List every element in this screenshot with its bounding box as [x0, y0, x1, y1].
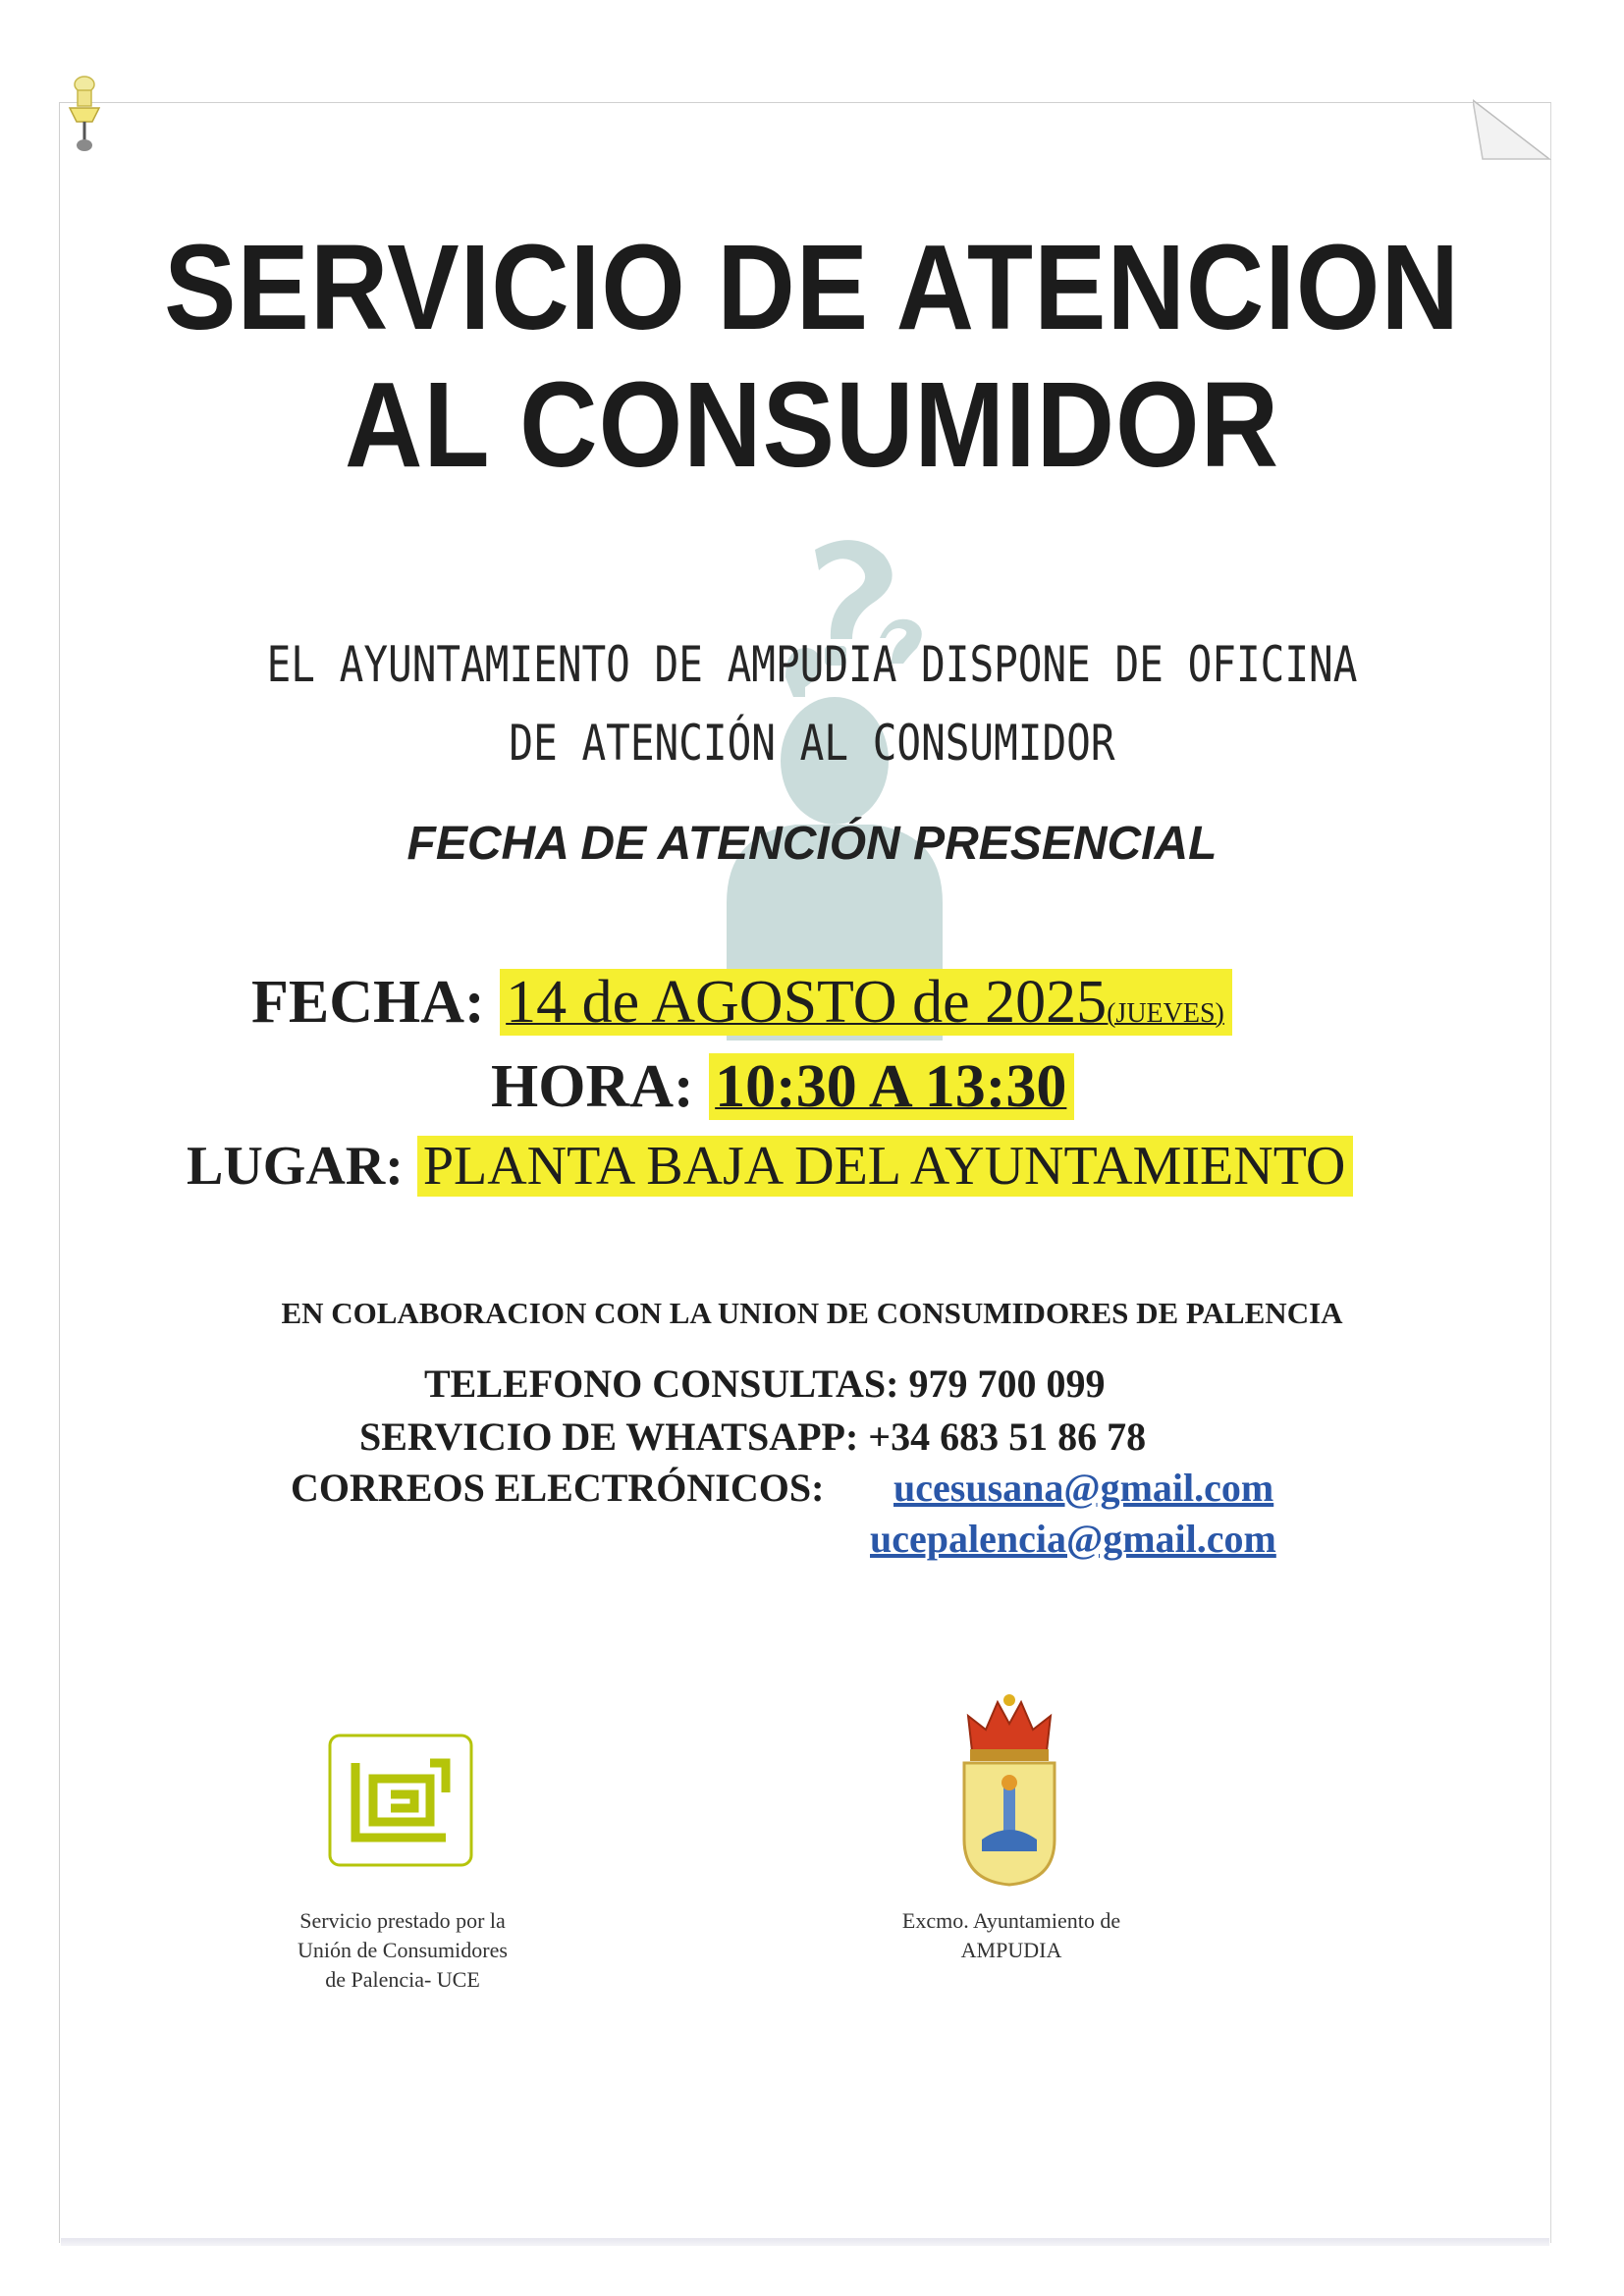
- whatsapp-line: SERVICIO DE WHATSAPP: +34 683 51 86 78: [359, 1415, 1147, 1459]
- coat-of-arms-icon: [954, 1692, 1064, 1889]
- correos-label: CORREOS ELECTRÓNICOS:: [291, 1466, 825, 1510]
- hora-label: HORA:: [491, 1053, 694, 1120]
- ayto-caption-line-2: AMPUDIA: [960, 1938, 1062, 1962]
- email-link-1[interactable]: ucesusana@gmail.com: [893, 1466, 1274, 1510]
- email-link-2[interactable]: ucepalencia@gmail.com: [870, 1517, 1276, 1561]
- ayto-caption-line-1: Excmo. Ayuntamiento de: [901, 1908, 1121, 1933]
- fecha-date: 14 de AGOSTO de 2025: [506, 969, 1108, 1036]
- paper-shadow: [61, 2238, 1549, 2246]
- push-pin-icon: [65, 75, 104, 155]
- telefono-line: TELEFONO CONSULTAS: 979 700 099: [424, 1362, 1106, 1406]
- uce-caption-line-3: de Palencia- UCE: [325, 1967, 480, 1992]
- lugar-value: PLANTA BAJA DEL AYUNTAMIENTO: [417, 1136, 1353, 1197]
- hora-row: [491, 1052, 1074, 1122]
- question-person-watermark: [687, 530, 982, 1041]
- title-line-1: SERVICIO DE ATENCION: [164, 220, 1460, 355]
- collaboration-line: EN COLABORACION CON LA UNION DE CONSUMIDORES DE PALENCIA: [281, 1296, 1343, 1330]
- lugar-label: LUGAR:: [187, 1136, 404, 1197]
- intro-line-2: DE ATENCIÓN AL CONSUMIDOR: [509, 715, 1115, 772]
- fecha-weekday: (JUEVES): [1107, 998, 1224, 1029]
- page-curl-icon: [1473, 98, 1551, 163]
- ayto-caption: [864, 1906, 1159, 1965]
- hora-value: 10:30 A 13:30: [709, 1053, 1074, 1120]
- fecha-label: FECHA:: [251, 969, 485, 1036]
- intro-line-1: EL AYUNTAMIENTO DE AMPUDIA DISPONE DE OFICINA: [266, 636, 1358, 693]
- uce-logo: [328, 1734, 473, 1867]
- uce-caption-line-1: Servicio prestado por la: [299, 1908, 506, 1933]
- subheading: FECHA DE ATENCIÓN PRESENCIAL: [406, 818, 1218, 870]
- fecha-value: [500, 969, 1232, 1036]
- uce-caption-line-2: Unión de Consumidores: [298, 1938, 508, 1962]
- uce-caption: [275, 1906, 530, 1995]
- lugar-row: [187, 1135, 1353, 1198]
- title-line-2: AL CONSUMIDOR: [344, 357, 1280, 493]
- fecha-row: [251, 968, 1232, 1038]
